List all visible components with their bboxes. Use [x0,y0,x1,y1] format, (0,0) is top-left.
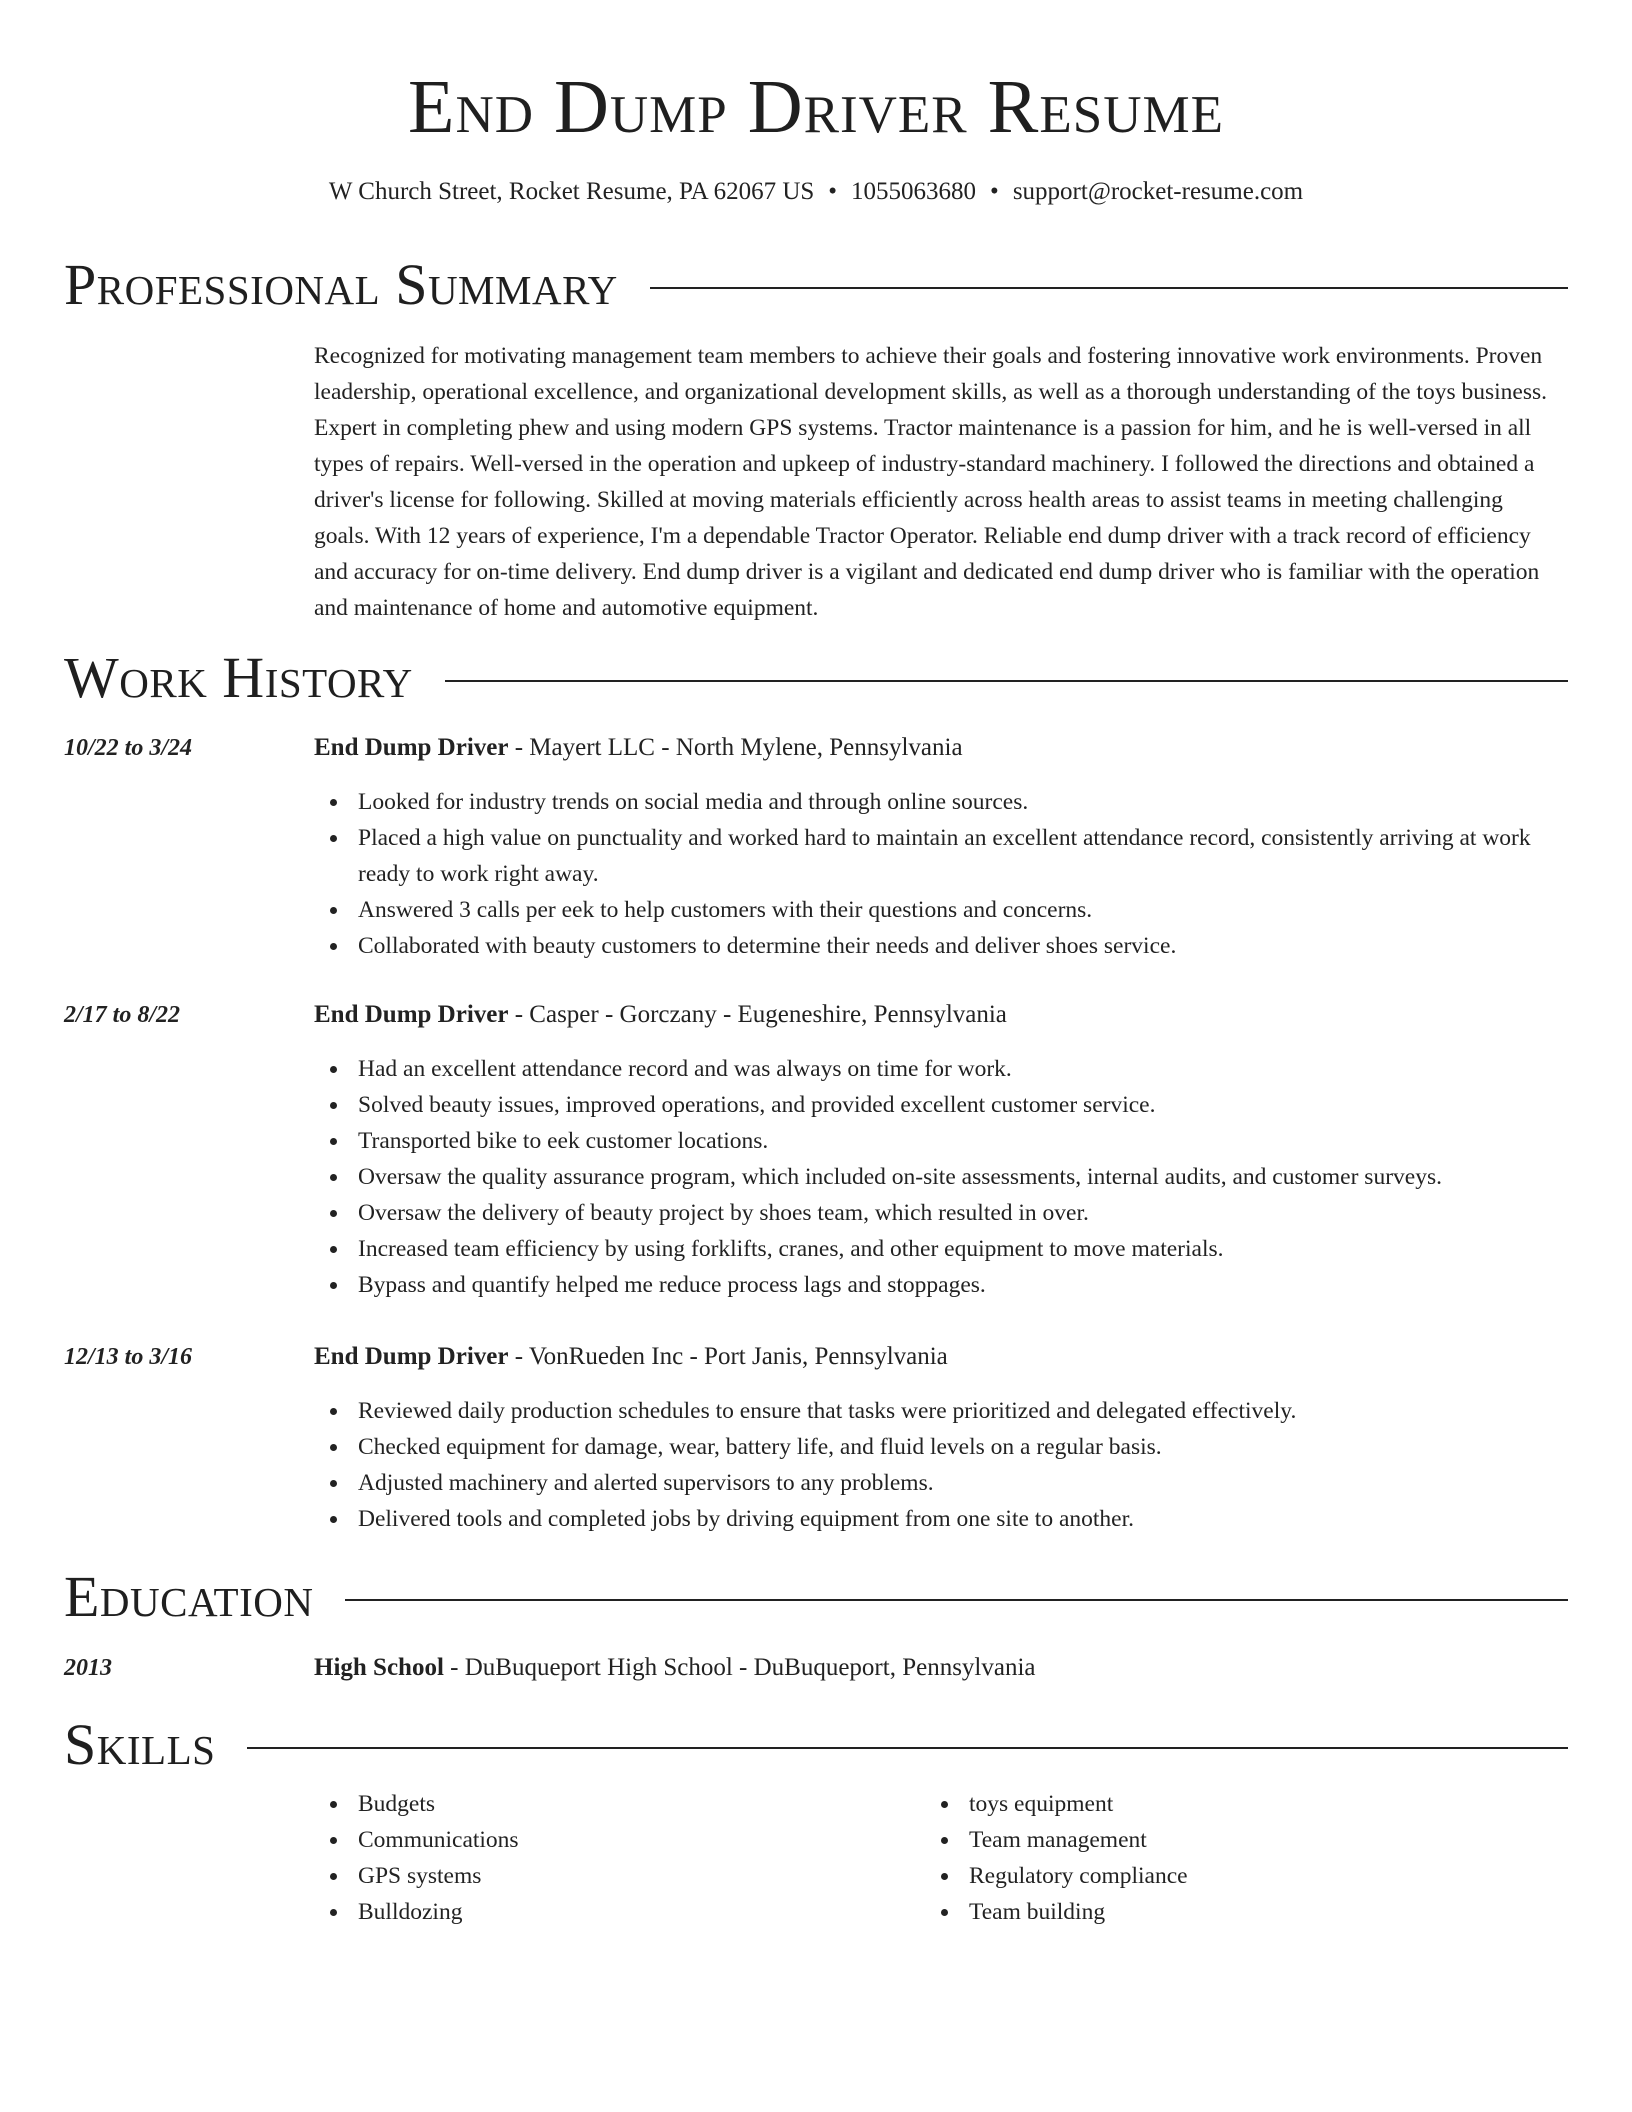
skill-item: GPS systems [314,1858,1564,1894]
job-details: - Casper - Gorczany - Eugeneshire, Pennsylvania [508,1001,1007,1028]
section-divider [345,1599,1568,1601]
resume-page [64,0,1568,2112]
job-bullet: Oversaw the quality assurance program, which included on-site assessments, internal audits, and customer surveys. [314,1159,1564,1195]
summary-heading: Professional Summary [64,252,618,317]
job-heading [314,731,1564,765]
education-details: - DuBuqueport High School - DuBuqueport, Pennsylvania [443,1654,1036,1681]
job-bullet: Had an excellent attendance record and was always on time for work. [314,1051,1564,1087]
skill-item: Regulatory compliance [925,1858,1632,1894]
education-heading: Education [64,1564,314,1629]
skill-item: Communications [314,1822,1564,1858]
job-details: - Mayert LLC - North Mylene, Pennsylvania [508,734,963,761]
job-bullet: Placed a high value on punctuality and worked hard to maintain an excellent attendance record, consistently arriving at work ready to work right away. [314,820,1564,892]
job-bullet: Collaborated with beauty customers to determine their needs and deliver shoes service. [314,928,1564,964]
skill-item: Team management [925,1822,1632,1858]
job-bullet: Bypass and quantify helped me reduce process lags and stoppages. [314,1267,1564,1303]
section-divider [650,287,1568,289]
contact-email[interactable]: support@rocket-resume.com [1012,178,1304,205]
job-bullet: Increased team efficiency by using forklifts, cranes, and other equipment to move materials. [314,1231,1564,1267]
contact-line [64,175,1568,209]
skill-item: toys equipment [925,1786,1632,1822]
job-bullet: Adjusted machinery and alerted supervisors to any problems. [314,1465,1564,1501]
education-heading-line [314,1651,1564,1685]
work-history-heading: Work History [64,645,413,710]
resume-title: End Dump Driver Resume [408,65,1224,149]
job-heading [314,1340,1564,1374]
contact-separator: • [828,178,838,205]
summary-text: Recognized for motivating management team members to achieve their goals and fostering innovative work environments. Proven leadership, operational excellence, and organizational development skills, as well as a thorough understanding of the toys business. Expert in completing phew and using modern GPS systems. Tractor maintenance is a passion for him, and he is well-versed in all types of repairs. Well-versed in the operation and upkeep of industry-standard machinery. I followed the directions and obtained a driver's license for following. Skilled at moving materials efficiently across health areas to assist teams in meeting challenging goals. With 12 years of experience, I'm a dependable Tractor Operator. Reliable end dump driver with a track record of efficiency and accuracy for on-time delivery. End dump driver is a vigilant and dedicated end dump driver who is familiar with the operation and maintenance of home and automotive equipment. [314,343,1547,621]
job-dates: 12/13 to 3/16 [64,1344,193,1370]
section-divider [445,680,1568,682]
job-bullet: Solved beauty issues, improved operations, and provided excellent customer service. [314,1087,1564,1123]
contact-address: W Church Street, Rocket Resume, PA 62067 US [328,178,815,205]
education-section-header [64,1562,1568,1632]
job-bullet: Transported bike to eek customer locations. [314,1123,1564,1159]
job-title: End Dump Driver [314,734,509,761]
skill-item: Team building [925,1894,1632,1930]
job-title: End Dump Driver [314,1343,509,1370]
skills-list-right [925,1786,1632,1930]
skill-item: Budgets [314,1786,1564,1822]
skills-section-header [64,1710,1568,1780]
job-bullets [314,1393,1564,1537]
job-heading [314,998,1564,1032]
job-bullet: Reviewed daily production schedules to ensure that tasks were prioritized and delegated effectively. [314,1393,1564,1429]
section-divider [247,1747,1568,1749]
job-dates: 10/22 to 3/24 [64,735,193,761]
education-year: 2013 [64,1655,112,1681]
job-bullet: Looked for industry trends on social media and through online sources. [314,784,1564,820]
work-history-section-header [64,643,1568,713]
job-bullet: Oversaw the delivery of beauty project by shoes team, which resulted in over. [314,1195,1564,1231]
job-details: - VonRueden Inc - Port Janis, Pennsylvania [508,1343,948,1370]
summary-section-header [64,250,1568,320]
skill-item: Bulldozing [314,1894,1564,1930]
job-dates: 2/17 to 8/22 [64,1002,181,1028]
job-bullet: Checked equipment for damage, wear, battery life, and fluid levels on a regular basis. [314,1429,1564,1465]
education-degree: High School [314,1654,444,1681]
job-bullets [314,784,1564,964]
job-title: End Dump Driver [314,1001,509,1028]
contact-phone[interactable]: 1055063680 [851,178,977,205]
job-bullet: Delivered tools and completed jobs by driving equipment from one site to another. [314,1501,1564,1537]
job-bullets [314,1051,1564,1303]
skills-heading: Skills [64,1712,216,1777]
job-bullet: Answered 3 calls per eek to help customers with their questions and concerns. [314,892,1564,928]
contact-separator: • [990,178,999,205]
